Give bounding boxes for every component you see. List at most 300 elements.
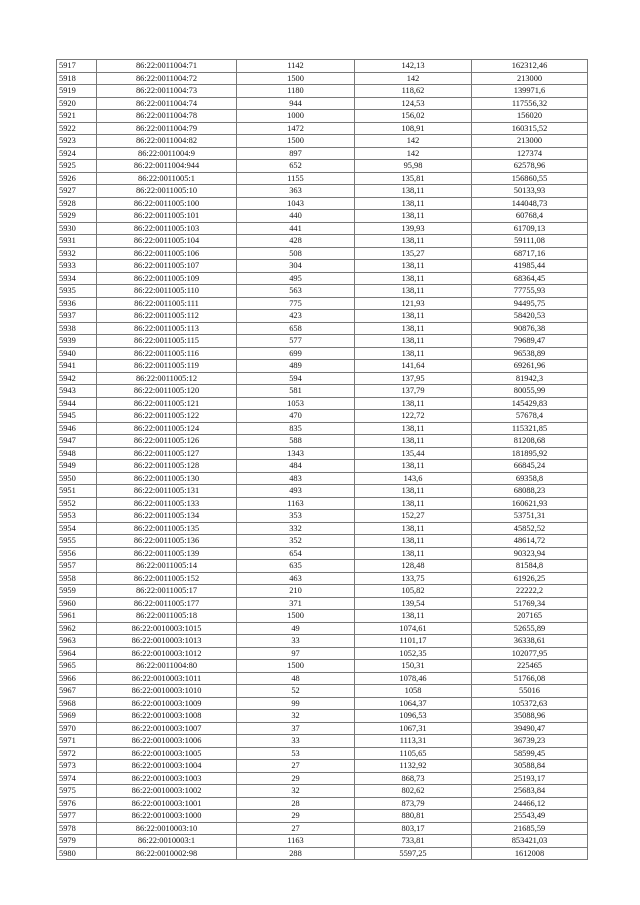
value-cell: 117556,32 [472,97,588,110]
row-number-cell: 5954 [57,522,97,535]
area-cell: 775 [237,297,355,310]
value-cell: 45852,52 [472,522,588,535]
table-row [57,272,588,285]
value-cell: 59111,08 [472,235,588,248]
rate-cell: 138,11 [355,347,472,360]
rate-cell: 880,81 [355,810,472,823]
value-cell: 62578,96 [472,160,588,173]
area-cell: 1053 [237,397,355,410]
rate-cell: 135,81 [355,172,472,185]
area-cell: 288 [237,847,355,860]
value-cell: 58599,45 [472,747,588,760]
cadastral-number-cell: 86:22:0010003:1006 [97,735,237,748]
rate-cell: 138,11 [355,610,472,623]
area-cell: 423 [237,310,355,323]
cadastral-number-cell: 86:22:0010003:1004 [97,760,237,773]
rate-cell: 139,54 [355,597,472,610]
value-cell: 207165 [472,610,588,623]
rate-cell: 142 [355,135,472,148]
cadastral-number-cell: 86:22:0011005:124 [97,422,237,435]
value-cell: 105372,63 [472,697,588,710]
cadastral-number-cell: 86:22:0011004:9 [97,147,237,160]
area-cell: 99 [237,697,355,710]
rate-cell: 143,6 [355,472,472,485]
value-cell: 144048,73 [472,197,588,210]
row-number-cell: 5941 [57,360,97,373]
row-number-cell: 5970 [57,722,97,735]
table-row [57,72,588,85]
row-number-cell: 5945 [57,410,97,423]
value-cell: 81208,68 [472,435,588,448]
table-row [57,435,588,448]
row-number-cell: 5942 [57,372,97,385]
cadastral-number-cell: 86:22:0011005:128 [97,460,237,473]
value-cell: 61926,25 [472,572,588,585]
value-cell: 66845,24 [472,460,588,473]
cadastral-number-cell: 86:22:0011005:177 [97,597,237,610]
rate-cell: 1067,31 [355,722,472,735]
table-row [57,147,588,160]
table-row [57,560,588,573]
cadastral-number-cell: 86:22:0011005:100 [97,197,237,210]
row-number-cell: 5948 [57,447,97,460]
table-row [57,360,588,373]
row-number-cell: 5939 [57,335,97,348]
area-cell: 32 [237,785,355,798]
rate-cell: 138,11 [355,185,472,198]
value-cell: 94495,75 [472,297,588,310]
value-cell: 61709,13 [472,222,588,235]
table-row [57,822,588,835]
table-row [57,547,588,560]
row-number-cell: 5975 [57,785,97,798]
area-cell: 588 [237,435,355,448]
rate-cell: 128,48 [355,560,472,573]
row-number-cell: 5928 [57,197,97,210]
cadastral-number-cell: 86:22:0010003:10 [97,822,237,835]
value-cell: 51769,34 [472,597,588,610]
area-cell: 27 [237,822,355,835]
row-number-cell: 5962 [57,622,97,635]
area-cell: 52 [237,685,355,698]
rate-cell: 138,11 [355,485,472,498]
area-cell: 210 [237,585,355,598]
row-number-cell: 5918 [57,72,97,85]
value-cell: 213000 [472,72,588,85]
row-number-cell: 5957 [57,560,97,573]
cadastral-number-cell: 86:22:0010002:98 [97,847,237,860]
cadastral-number-cell: 86:22:0011004:71 [97,60,237,73]
area-cell: 508 [237,247,355,260]
cadastral-number-cell: 86:22:0011005:111 [97,297,237,310]
rate-cell: 873,79 [355,797,472,810]
rate-cell: 138,11 [355,285,472,298]
row-number-cell: 5943 [57,385,97,398]
value-cell: 853421,03 [472,835,588,848]
row-number-cell: 5926 [57,172,97,185]
table-row [57,672,588,685]
rate-cell: 141,64 [355,360,472,373]
rate-cell: 1064,37 [355,697,472,710]
area-cell: 48 [237,672,355,685]
rate-cell: 139,93 [355,222,472,235]
rate-cell: 138,11 [355,422,472,435]
cadastral-number-cell: 86:22:0011005:135 [97,522,237,535]
row-number-cell: 5932 [57,247,97,260]
cadastral-number-cell: 86:22:0010003:1008 [97,710,237,723]
rate-cell: 1074,61 [355,622,472,635]
row-number-cell: 5979 [57,835,97,848]
area-cell: 440 [237,210,355,223]
table-row [57,747,588,760]
area-cell: 594 [237,372,355,385]
area-cell: 1472 [237,122,355,135]
row-number-cell: 5977 [57,810,97,823]
rate-cell: 138,11 [355,322,472,335]
cadastral-number-cell: 86:22:0011004:73 [97,85,237,98]
cadastral-number-cell: 86:22:0011005:12 [97,372,237,385]
row-number-cell: 5935 [57,285,97,298]
table-row [57,760,588,773]
area-cell: 658 [237,322,355,335]
cadastral-number-cell: 86:22:0010003:1011 [97,672,237,685]
row-number-cell: 5929 [57,210,97,223]
row-number-cell: 5919 [57,85,97,98]
row-number-cell: 5934 [57,272,97,285]
table-row [57,835,588,848]
row-number-cell: 5960 [57,597,97,610]
table-row [57,622,588,635]
area-cell: 1163 [237,835,355,848]
table-row [57,522,588,535]
cadastral-number-cell: 86:22:0010003:1010 [97,685,237,698]
value-cell: 68717,16 [472,247,588,260]
value-cell: 52655,89 [472,622,588,635]
cadastral-number-cell: 86:22:0011005:152 [97,572,237,585]
cadastral-number-cell: 86:22:0011005:106 [97,247,237,260]
value-cell: 160315,52 [472,122,588,135]
area-cell: 371 [237,597,355,610]
value-cell: 181895,92 [472,447,588,460]
row-number-cell: 5937 [57,310,97,323]
area-cell: 944 [237,97,355,110]
value-cell: 145429,83 [472,397,588,410]
rate-cell: 142,13 [355,60,472,73]
table-row [57,847,588,860]
value-cell: 22222,2 [472,585,588,598]
table-row [57,322,588,335]
row-number-cell: 5963 [57,635,97,648]
value-cell: 127374 [472,147,588,160]
cadastral-number-cell: 86:22:0011005:121 [97,397,237,410]
cadastral-number-cell: 86:22:0011005:107 [97,260,237,273]
value-cell: 69261,96 [472,360,588,373]
cadastral-number-cell: 86:22:0010003:1015 [97,622,237,635]
table-row [57,447,588,460]
table-row [57,297,588,310]
cadastral-number-cell: 86:22:0011005:116 [97,347,237,360]
table-row [57,485,588,498]
row-number-cell: 5936 [57,297,97,310]
rate-cell: 1096,53 [355,710,472,723]
cadastral-number-cell: 86:22:0011005:18 [97,610,237,623]
row-number-cell: 5938 [57,322,97,335]
row-number-cell: 5956 [57,547,97,560]
table-row [57,110,588,123]
rate-cell: 152,27 [355,510,472,523]
row-number-cell: 5978 [57,822,97,835]
table-row [57,797,588,810]
row-number-cell: 5968 [57,697,97,710]
value-cell: 77755,93 [472,285,588,298]
row-number-cell: 5969 [57,710,97,723]
area-cell: 29 [237,810,355,823]
value-cell: 156860,55 [472,172,588,185]
cadastral-number-cell: 86:22:0011005:126 [97,435,237,448]
rate-cell: 138,11 [355,522,472,535]
area-cell: 37 [237,722,355,735]
table-row [57,235,588,248]
area-cell: 563 [237,285,355,298]
cadastral-number-cell: 86:22:0011005:127 [97,447,237,460]
value-cell: 69358,8 [472,472,588,485]
area-cell: 27 [237,760,355,773]
table-row [57,735,588,748]
value-cell: 79689,47 [472,335,588,348]
area-cell: 652 [237,160,355,173]
cadastral-number-cell: 86:22:0011005:120 [97,385,237,398]
table-row [57,710,588,723]
cadastral-number-cell: 86:22:0011005:119 [97,360,237,373]
table-row [57,285,588,298]
area-cell: 489 [237,360,355,373]
row-number-cell: 5925 [57,160,97,173]
area-cell: 1180 [237,85,355,98]
cadastral-number-cell: 86:22:0010003:1007 [97,722,237,735]
area-cell: 897 [237,147,355,160]
area-cell: 495 [237,272,355,285]
area-cell: 581 [237,385,355,398]
value-cell: 156020 [472,110,588,123]
table-row [57,310,588,323]
cadastral-number-cell: 86:22:0011005:1 [97,172,237,185]
value-cell: 41985,44 [472,260,588,273]
value-cell: 57678,4 [472,410,588,423]
row-number-cell: 5952 [57,497,97,510]
row-number-cell: 5972 [57,747,97,760]
table-row [57,772,588,785]
area-cell: 835 [237,422,355,435]
table-row [57,660,588,673]
cadastral-number-cell: 86:22:0011004:80 [97,660,237,673]
cadastral-number-cell: 86:22:0010003:1012 [97,647,237,660]
table-row [57,722,588,735]
rate-cell: 1113,31 [355,735,472,748]
row-number-cell: 5958 [57,572,97,585]
area-cell: 470 [237,410,355,423]
rate-cell: 138,11 [355,272,472,285]
cadastral-number-cell: 86:22:0011005:112 [97,310,237,323]
table-row [57,260,588,273]
area-cell: 1500 [237,660,355,673]
rate-cell: 124,53 [355,97,472,110]
area-cell: 1155 [237,172,355,185]
row-number-cell: 5922 [57,122,97,135]
table-row [57,372,588,385]
row-number-cell: 5933 [57,260,97,273]
area-cell: 1142 [237,60,355,73]
table-row [57,685,588,698]
cadastral-number-cell: 86:22:0011005:109 [97,272,237,285]
row-number-cell: 5944 [57,397,97,410]
value-cell: 58420,53 [472,310,588,323]
row-number-cell: 5953 [57,510,97,523]
area-cell: 53 [237,747,355,760]
area-cell: 304 [237,260,355,273]
value-cell: 68088,23 [472,485,588,498]
rate-cell: 118,62 [355,85,472,98]
table-row [57,222,588,235]
value-cell: 90876,38 [472,322,588,335]
rate-cell: 142 [355,147,472,160]
area-cell: 654 [237,547,355,560]
rate-cell: 1052,35 [355,647,472,660]
row-number-cell: 5959 [57,585,97,598]
row-number-cell: 5947 [57,435,97,448]
row-number-cell: 5974 [57,772,97,785]
rate-cell: 1105,65 [355,747,472,760]
value-cell: 36338,61 [472,635,588,648]
cadastral-table [56,59,588,860]
table-row [57,347,588,360]
table-row [57,410,588,423]
rate-cell: 803,17 [355,822,472,835]
cadastral-number-cell: 86:22:0011005:122 [97,410,237,423]
area-cell: 1163 [237,497,355,510]
value-cell: 162312,46 [472,60,588,73]
cadastral-number-cell: 86:22:0011005:136 [97,535,237,548]
row-number-cell: 5927 [57,185,97,198]
table-row [57,335,588,348]
row-number-cell: 5930 [57,222,97,235]
area-cell: 699 [237,347,355,360]
cadastral-number-cell: 86:22:0011005:14 [97,560,237,573]
cadastral-number-cell: 86:22:0010003:1001 [97,797,237,810]
value-cell: 25683,84 [472,785,588,798]
area-cell: 428 [237,235,355,248]
value-cell: 55016 [472,685,588,698]
cadastral-number-cell: 86:22:0011005:104 [97,235,237,248]
rate-cell: 1101,17 [355,635,472,648]
rate-cell: 105,82 [355,585,472,598]
value-cell: 102077,95 [472,647,588,660]
cadastral-number-cell: 86:22:0010003:1009 [97,697,237,710]
area-cell: 1043 [237,197,355,210]
row-number-cell: 5966 [57,672,97,685]
rate-cell: 137,95 [355,372,472,385]
rate-cell: 1058 [355,685,472,698]
table-row [57,510,588,523]
table-row [57,810,588,823]
rate-cell: 142 [355,72,472,85]
value-cell: 81584,8 [472,560,588,573]
table-row [57,397,588,410]
table-row [57,572,588,585]
table-row [57,210,588,223]
value-cell: 24466,12 [472,797,588,810]
rate-cell: 137,79 [355,385,472,398]
row-number-cell: 5940 [57,347,97,360]
row-number-cell: 5955 [57,535,97,548]
table-body [57,60,588,860]
table-row [57,497,588,510]
row-number-cell: 5931 [57,235,97,248]
row-number-cell: 5951 [57,485,97,498]
area-cell: 463 [237,572,355,585]
rate-cell: 138,11 [355,235,472,248]
rate-cell: 138,11 [355,210,472,223]
row-number-cell: 5980 [57,847,97,860]
area-cell: 483 [237,472,355,485]
rate-cell: 121,93 [355,297,472,310]
rate-cell: 138,11 [355,497,472,510]
rate-cell: 108,91 [355,122,472,135]
table-row [57,460,588,473]
area-cell: 33 [237,635,355,648]
cadastral-number-cell: 86:22:0011004:79 [97,122,237,135]
cadastral-number-cell: 86:22:0010003:1013 [97,635,237,648]
value-cell: 115321,85 [472,422,588,435]
area-cell: 577 [237,335,355,348]
value-cell: 53751,31 [472,510,588,523]
value-cell: 48614,72 [472,535,588,548]
table-row [57,585,588,598]
value-cell: 25543,49 [472,810,588,823]
cadastral-number-cell: 86:22:0011005:17 [97,585,237,598]
value-cell: 35088,96 [472,710,588,723]
table-row [57,535,588,548]
rate-cell: 802,62 [355,785,472,798]
value-cell: 81942,3 [472,372,588,385]
value-cell: 90323,94 [472,547,588,560]
rate-cell: 5597,25 [355,847,472,860]
rate-cell: 135,44 [355,447,472,460]
table-row [57,135,588,148]
table-row [57,160,588,173]
value-cell: 36739,23 [472,735,588,748]
row-number-cell: 5924 [57,147,97,160]
cadastral-number-cell: 86:22:0011005:134 [97,510,237,523]
table-row [57,197,588,210]
cadastral-number-cell: 86:22:0011005:115 [97,335,237,348]
area-cell: 353 [237,510,355,523]
cadastral-number-cell: 86:22:0010003:1000 [97,810,237,823]
table-row [57,60,588,73]
cadastral-number-cell: 86:22:0011005:130 [97,472,237,485]
row-number-cell: 5973 [57,760,97,773]
table-row [57,185,588,198]
table-row [57,597,588,610]
area-cell: 332 [237,522,355,535]
row-number-cell: 5921 [57,110,97,123]
rate-cell: 133,75 [355,572,472,585]
rate-cell: 1078,46 [355,672,472,685]
rate-cell: 138,11 [355,547,472,560]
value-cell: 51766,08 [472,672,588,685]
row-number-cell: 5950 [57,472,97,485]
value-cell: 1612008 [472,847,588,860]
cadastral-number-cell: 86:22:0011004:82 [97,135,237,148]
